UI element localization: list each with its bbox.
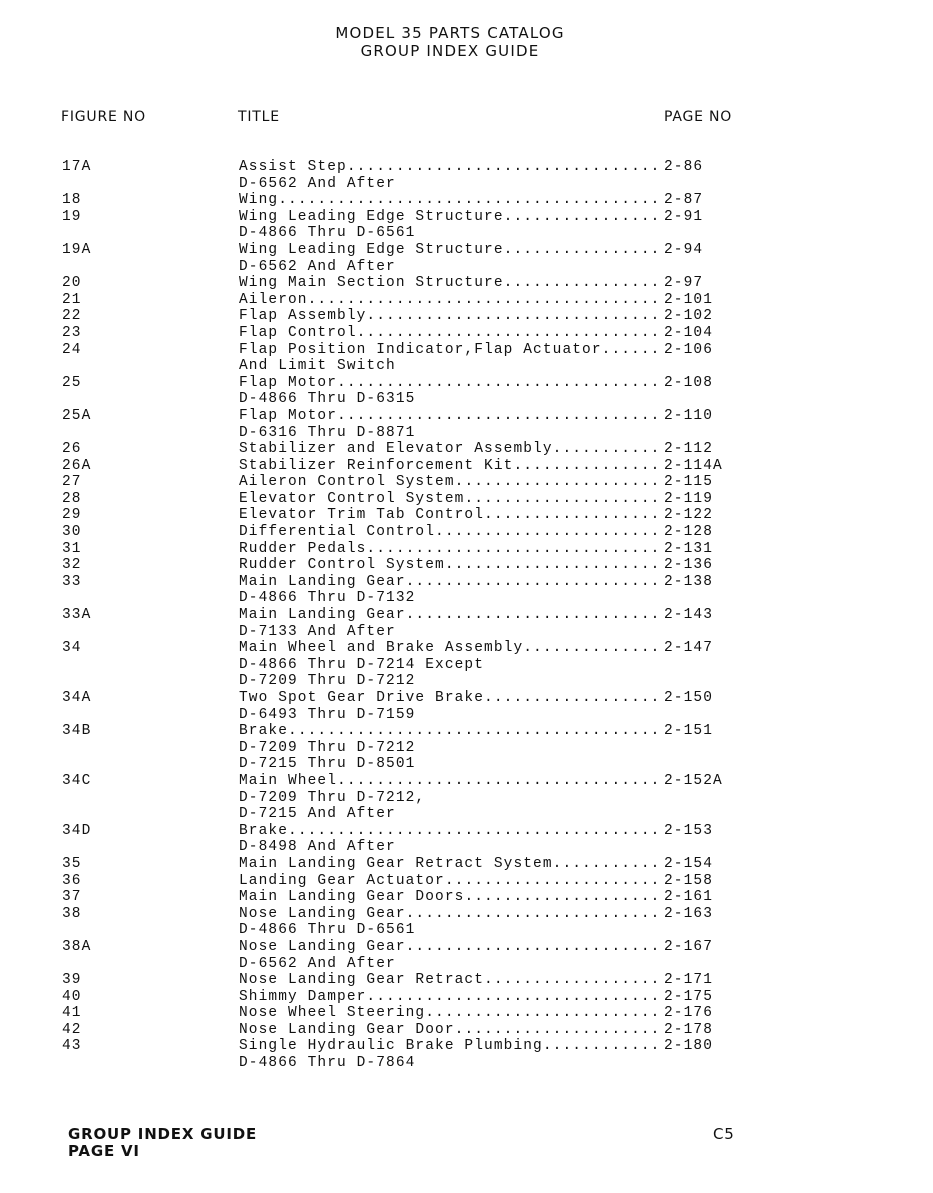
entry-title: Wing Leading Edge Structure [239, 241, 504, 258]
entry-effectivity [0, 259, 933, 276]
dot-leader [366, 308, 664, 325]
figure-number: 34 [62, 640, 82, 657]
serial-range: D-4866 Thru D-6561 [239, 922, 416, 939]
entry-title: Flap Motor [239, 374, 338, 391]
figure-number: 20 [62, 275, 82, 292]
entry-title-leader [239, 557, 664, 574]
figure-number: 33 [62, 573, 82, 590]
page-number: 2-106 [664, 341, 714, 358]
entry-title-leader [239, 292, 664, 309]
entry-title-leader [239, 242, 664, 259]
dot-leader [484, 690, 664, 707]
serial-range: D-7209 Thru D-7212 [239, 739, 416, 756]
index-entry [0, 1005, 933, 1022]
index-entry [0, 541, 933, 558]
page-number: 2-138 [664, 573, 714, 590]
dot-leader [357, 325, 664, 342]
dot-leader [504, 209, 664, 226]
entry-title: Differential Control [239, 524, 436, 541]
entry-title: Two Spot Gear Drive Brake [239, 690, 485, 706]
figure-number: 42 [62, 1021, 82, 1038]
page-number: 2-167 [664, 938, 714, 955]
index-entry [0, 690, 933, 707]
entry-title: Nose Landing Gear [239, 938, 406, 955]
index-list [0, 159, 933, 1072]
page-number: 2-119 [664, 490, 714, 507]
page-number: 2-175 [664, 988, 714, 1005]
entry-effectivity [0, 590, 933, 607]
page-number: 2-128 [664, 524, 714, 541]
index-entry [0, 325, 933, 342]
entry-title-leader [239, 308, 664, 325]
figure-number: 32 [62, 557, 82, 574]
dot-leader [513, 458, 664, 475]
entry-effectivity [0, 225, 933, 242]
serial-range: D-6493 Thru D-7159 [239, 706, 416, 723]
index-entry [0, 292, 933, 309]
entry-title-leader [239, 474, 664, 491]
entry-title: Nose Wheel Steering [239, 1005, 426, 1022]
index-entry [0, 856, 933, 873]
column-header-title: TITLE [238, 109, 280, 125]
dot-leader [337, 375, 664, 392]
index-entry [0, 458, 933, 475]
entry-effectivity [0, 756, 933, 773]
index-entry [0, 524, 933, 541]
dot-leader [337, 773, 664, 790]
figure-number: 33A [62, 607, 92, 624]
entry-title: Wing [239, 192, 279, 209]
entry-title-leader [239, 972, 664, 989]
page-number: 2-151 [664, 723, 714, 740]
column-header-figure: FIGURE NO [61, 109, 146, 125]
entry-title: Nose Landing Gear Retract [239, 972, 485, 989]
index-entry [0, 507, 933, 524]
entry-title-leader [239, 939, 664, 956]
index-entry [0, 607, 933, 624]
entry-title-leader [239, 375, 664, 392]
figure-number: 28 [62, 490, 82, 507]
entry-title-leader [239, 723, 664, 740]
page-number: 2-180 [664, 1038, 714, 1055]
dot-leader [425, 1005, 664, 1022]
entry-title: Rudder Pedals [239, 540, 367, 557]
entry-effectivity [0, 358, 933, 375]
page-number: 2-115 [664, 474, 714, 491]
serial-range: D-8498 And After [239, 839, 396, 856]
entry-title: Wing Leading Edge Structure [239, 208, 504, 225]
serial-range: D-4866 Thru D-6561 [239, 225, 416, 242]
entry-effectivity [0, 391, 933, 408]
serial-range: And Limit Switch [239, 358, 396, 375]
entry-title: Main Landing Gear [239, 573, 406, 590]
figure-number: 37 [62, 889, 82, 906]
dot-leader [406, 574, 664, 591]
index-entry [0, 159, 933, 176]
figure-number: 31 [62, 540, 82, 557]
index-entry [0, 275, 933, 292]
entry-title-leader [239, 342, 664, 359]
entry-title-leader [239, 458, 664, 475]
index-entry [0, 491, 933, 508]
figure-number: 43 [62, 1038, 82, 1055]
index-entry [0, 308, 933, 325]
dot-leader [337, 408, 664, 425]
dot-leader [455, 474, 664, 491]
entry-title-leader [239, 607, 664, 624]
entry-title-leader [239, 1022, 664, 1039]
serial-range: D-7215 Thru D-8501 [239, 756, 416, 773]
page-number: 2-163 [664, 905, 714, 922]
entry-title: Main Landing Gear Doors [239, 889, 465, 906]
index-entry [0, 474, 933, 491]
figure-number: 38A [62, 938, 92, 955]
entry-effectivity [0, 806, 933, 823]
entry-title-leader [239, 690, 664, 707]
entry-title: Main Wheel and Brake Assembly [239, 640, 524, 657]
serial-range: D-7215 And After [239, 806, 396, 823]
footer-page-code: C5 [713, 1125, 735, 1143]
entry-title-leader [239, 507, 664, 524]
entry-title-leader [239, 1038, 664, 1055]
page-number: 2-102 [664, 308, 714, 325]
index-entry [0, 441, 933, 458]
entry-effectivity [0, 740, 933, 757]
dot-leader [445, 873, 664, 890]
entry-effectivity [0, 673, 933, 690]
dot-leader [308, 292, 664, 309]
page-number: 2-122 [664, 507, 714, 524]
serial-range: D-7133 And After [239, 623, 396, 640]
dot-leader [406, 607, 664, 624]
page-number: 2-158 [664, 872, 714, 889]
index-entry [0, 989, 933, 1006]
entry-title-leader [239, 209, 664, 226]
page-number: 2-178 [664, 1021, 714, 1038]
entry-title: Elevator Control System [239, 490, 465, 507]
entry-effectivity [0, 839, 933, 856]
figure-number: 26A [62, 457, 92, 474]
entry-title-leader [239, 325, 664, 342]
entry-effectivity [0, 624, 933, 641]
serial-range: D-6316 Thru D-8871 [239, 424, 416, 441]
dot-leader [455, 1022, 664, 1039]
page-number: 2-104 [664, 324, 714, 341]
page-number: 2-152A [664, 772, 723, 789]
entry-title: Flap Motor [239, 407, 338, 424]
figure-number: 19A [62, 241, 92, 258]
index-entry [0, 873, 933, 890]
page-number: 2-143 [664, 607, 714, 624]
entry-title: Elevator Trim Tab Control [239, 507, 485, 524]
entry-title-leader [239, 574, 664, 591]
serial-range: D-4866 Thru D-7214 Except [239, 656, 485, 673]
page-number: 2-91 [664, 208, 704, 225]
index-entry [0, 773, 933, 790]
figure-number: 34A [62, 690, 92, 706]
index-entry [0, 209, 933, 226]
serial-range: D-4866 Thru D-7864 [239, 1055, 416, 1072]
figure-number: 39 [62, 972, 82, 989]
entry-title: Flap Assembly [239, 308, 367, 325]
figure-number: 29 [62, 507, 82, 524]
page-number: 2-136 [664, 557, 714, 574]
dot-leader [278, 192, 664, 209]
dot-leader [288, 823, 664, 840]
entry-title: Single Hydraulic Brake Plumbing [239, 1038, 543, 1055]
dot-leader [464, 491, 664, 508]
dot-leader [288, 723, 664, 740]
index-entry [0, 1022, 933, 1039]
entry-effectivity [0, 922, 933, 939]
page-number: 2-176 [664, 1005, 714, 1022]
figure-number: 35 [62, 855, 82, 872]
dot-leader [464, 889, 664, 906]
figure-number: 27 [62, 474, 82, 491]
dot-leader [484, 972, 664, 989]
entry-title-leader [239, 275, 664, 292]
page-number: 2-108 [664, 374, 714, 391]
footer-page-label: PAGE VI [68, 1142, 140, 1160]
dot-leader [406, 906, 664, 923]
entry-title-leader [239, 823, 664, 840]
index-entry [0, 1038, 933, 1055]
index-entry [0, 375, 933, 392]
index-entry [0, 889, 933, 906]
serial-range: D-6562 And After [239, 955, 396, 972]
serial-range: D-6562 And After [239, 175, 396, 192]
page-number: 2-154 [664, 855, 714, 872]
entry-title: Brake [239, 723, 289, 740]
figure-number: 36 [62, 872, 82, 889]
page-number: 2-131 [664, 540, 714, 557]
entry-title: Stabilizer and Elevator Assembly [239, 441, 553, 458]
figure-number: 19 [62, 208, 82, 225]
figure-number: 38 [62, 905, 82, 922]
index-entry [0, 640, 933, 657]
page-number: 2-101 [664, 291, 714, 308]
entry-title-leader [239, 491, 664, 508]
entry-title: Nose Landing Gear [239, 905, 406, 922]
entry-title-leader [239, 159, 664, 176]
index-entry [0, 972, 933, 989]
figure-number: 24 [62, 341, 82, 358]
entry-effectivity [0, 707, 933, 724]
entry-effectivity [0, 176, 933, 193]
dot-leader [347, 159, 664, 176]
serial-range: D-7209 Thru D-7212, [239, 789, 426, 806]
dot-leader [553, 856, 664, 873]
entry-effectivity [0, 956, 933, 973]
entry-effectivity [0, 425, 933, 442]
entry-title: Main Landing Gear Retract System [239, 855, 553, 872]
dot-leader [435, 524, 664, 541]
entry-title: Shimmy Damper [239, 988, 367, 1005]
page-number: 2-86 [664, 159, 704, 175]
page-number: 2-112 [664, 441, 714, 458]
index-entry [0, 192, 933, 209]
dot-leader [602, 342, 664, 359]
figure-number: 34B [62, 723, 92, 740]
serial-range: D-4866 Thru D-6315 [239, 391, 416, 408]
entry-title: Aileron [239, 291, 308, 308]
entry-title-leader [239, 989, 664, 1006]
column-header-page: PAGE NO [664, 109, 733, 125]
entry-effectivity [0, 657, 933, 674]
index-entry [0, 906, 933, 923]
entry-title: Main Wheel [239, 772, 338, 789]
entry-title: Flap Position Indicator,Flap Actuator [239, 341, 602, 358]
index-entry [0, 342, 933, 359]
dot-leader [366, 541, 664, 558]
entry-title-leader [239, 856, 664, 873]
figure-number: 21 [62, 291, 82, 308]
entry-title-leader [239, 906, 664, 923]
entry-title: Wing Main Section Structure [239, 275, 504, 292]
entry-title-leader [239, 873, 664, 890]
entry-title: Stabilizer Reinforcement Kit [239, 457, 514, 474]
entry-title: Aileron Control System [239, 474, 455, 491]
entry-title-leader [239, 192, 664, 209]
serial-range: D-7209 Thru D-7212 [239, 673, 416, 690]
figure-number: 23 [62, 324, 82, 341]
page-number: 2-171 [664, 972, 714, 989]
entry-title: Brake [239, 822, 289, 839]
entry-title-leader [239, 524, 664, 541]
figure-number: 34D [62, 822, 92, 839]
dot-leader [445, 557, 664, 574]
serial-range: D-6562 And After [239, 258, 396, 275]
figure-number: 26 [62, 441, 82, 458]
page-number: 2-161 [664, 889, 714, 906]
dot-leader [366, 989, 664, 1006]
index-entry [0, 574, 933, 591]
figure-number: 40 [62, 988, 82, 1005]
entry-effectivity [0, 1055, 933, 1072]
document-title: MODEL 35 PARTS CATALOG [335, 24, 565, 42]
figure-number: 41 [62, 1005, 82, 1022]
entry-title: Assist Step [239, 159, 347, 175]
entry-title-leader [239, 441, 664, 458]
entry-title-leader [239, 640, 664, 657]
entry-title: Landing Gear Actuator [239, 872, 445, 889]
index-entry [0, 823, 933, 840]
entry-title-leader [239, 408, 664, 425]
page-number: 2-153 [664, 822, 714, 839]
entry-title: Rudder Control System [239, 557, 445, 574]
entry-title-leader [239, 773, 664, 790]
figure-number: 22 [62, 308, 82, 325]
entry-title-leader [239, 889, 664, 906]
page-number: 2-147 [664, 640, 714, 657]
figure-number: 25A [62, 407, 92, 424]
page-number: 2-87 [664, 192, 704, 209]
index-entry [0, 557, 933, 574]
page-number: 2-97 [664, 275, 704, 292]
dot-leader [553, 441, 664, 458]
entry-title: Main Landing Gear [239, 607, 406, 624]
serial-range: D-4866 Thru D-7132 [239, 590, 416, 607]
footer-section-title: GROUP INDEX GUIDE [68, 1125, 258, 1143]
document-subtitle: GROUP INDEX GUIDE [360, 42, 540, 60]
entry-title-leader [239, 541, 664, 558]
dot-leader [484, 507, 664, 524]
page-number: 2-114A [664, 457, 723, 474]
dot-leader [406, 939, 664, 956]
index-entry [0, 723, 933, 740]
entry-title: Nose Landing Gear Door [239, 1021, 455, 1038]
dot-leader [504, 275, 664, 292]
page-number: 2-110 [664, 407, 714, 424]
dot-leader [543, 1038, 664, 1055]
index-entry [0, 408, 933, 425]
index-entry [0, 242, 933, 259]
page-number: 2-94 [664, 241, 704, 258]
figure-number: 34C [62, 772, 92, 789]
figure-number: 18 [62, 192, 82, 209]
index-entry [0, 939, 933, 956]
figure-number: 17A [62, 159, 92, 175]
figure-number: 30 [62, 524, 82, 541]
entry-title: Flap Control [239, 324, 357, 341]
entry-title-leader [239, 1005, 664, 1022]
dot-leader [523, 640, 664, 657]
dot-leader [504, 242, 664, 259]
page-number: 2-150 [664, 690, 714, 706]
figure-number: 25 [62, 374, 82, 391]
entry-effectivity [0, 790, 933, 807]
